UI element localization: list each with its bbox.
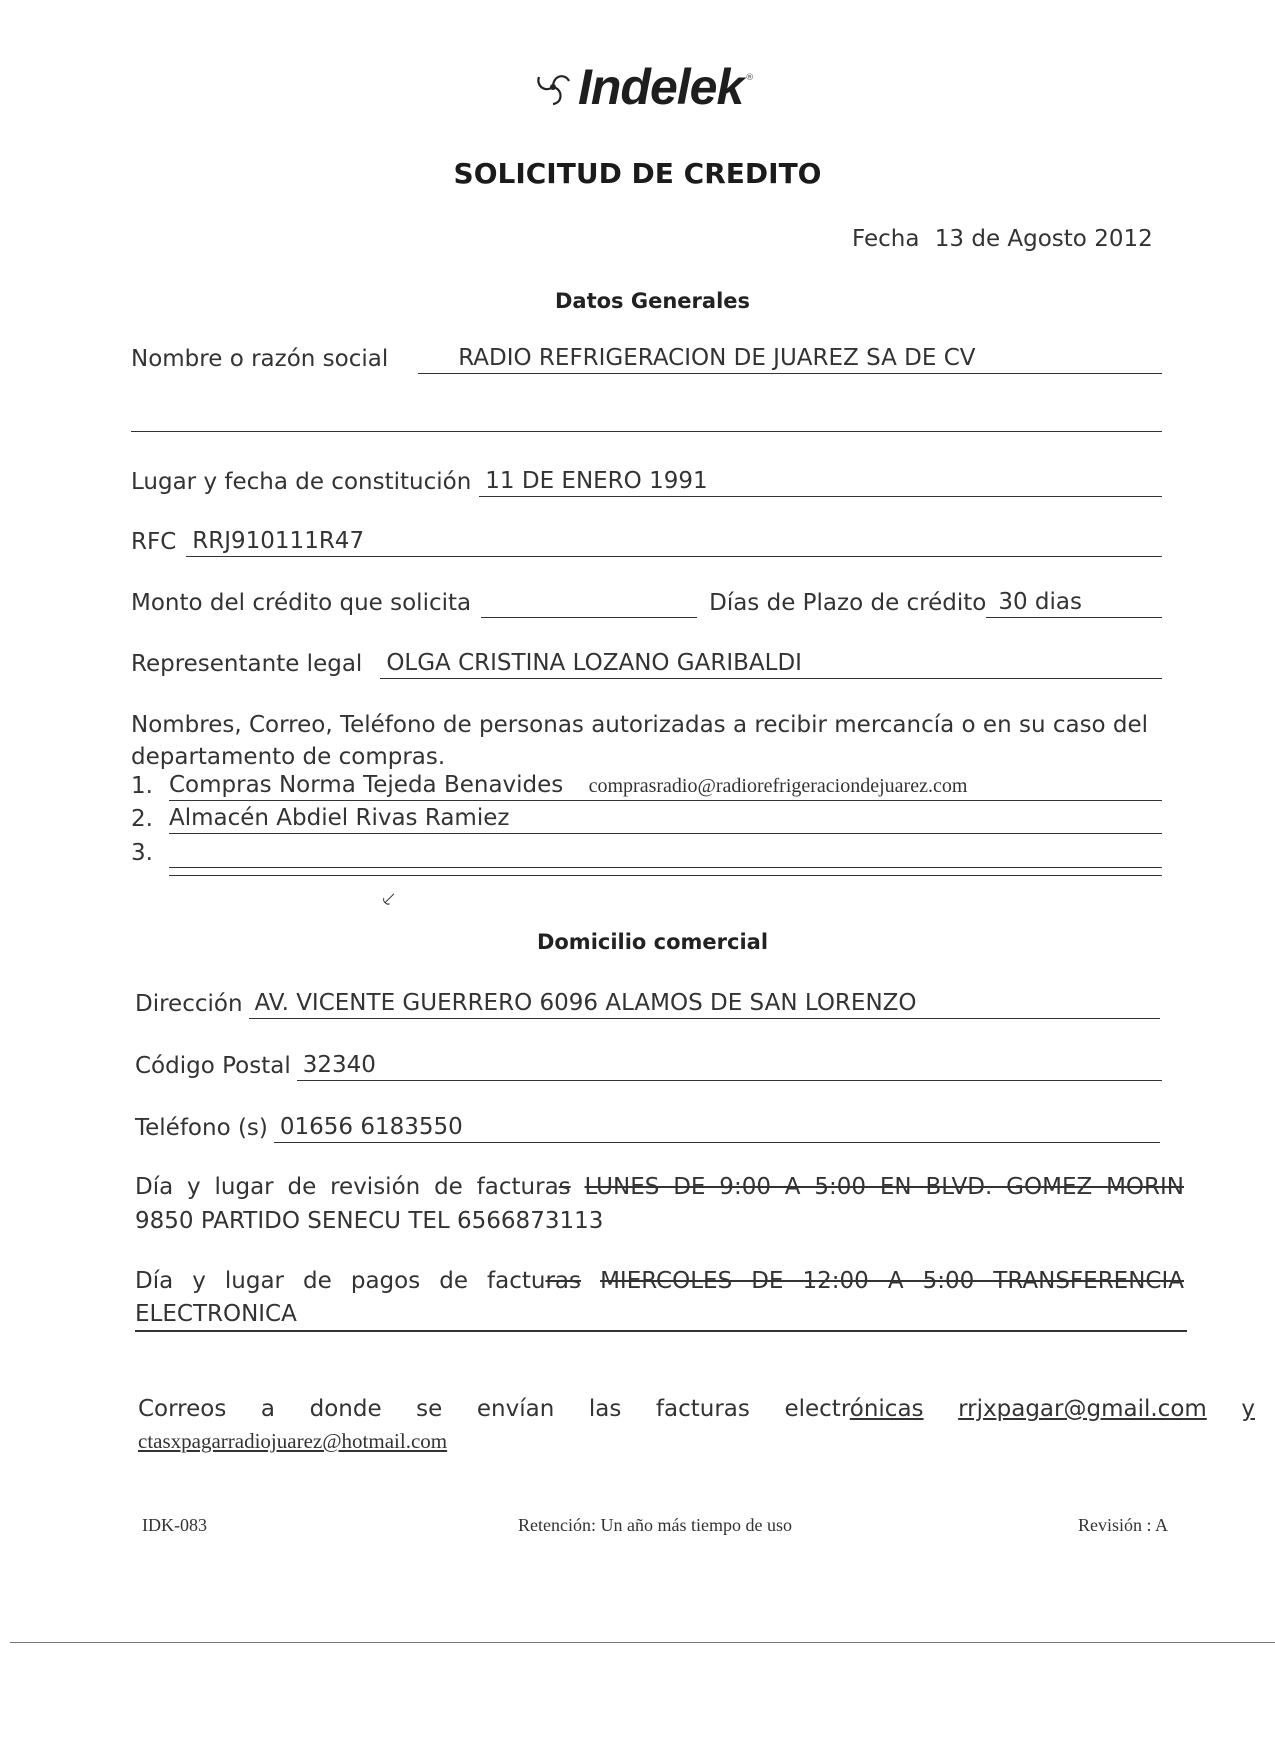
direccion-row xyxy=(135,990,1160,1019)
indelek-swirl-icon xyxy=(532,66,574,108)
pagos-line-1 xyxy=(135,1264,1184,1298)
plazo-field[interactable]: 30 dias xyxy=(986,589,1162,618)
plazo-label: Días de Plazo de crédito xyxy=(709,590,987,616)
correos-y: y xyxy=(1241,1396,1256,1422)
pagos-value-1[interactable]: MIERCOLES DE 12:00 A 5:00 TRANSFERENCIA xyxy=(600,1268,1184,1294)
representante-label: Representante legal xyxy=(131,651,363,677)
monto-field[interactable] xyxy=(481,615,697,618)
scan-edge-line xyxy=(10,1642,1275,1643)
direccion-label: Dirección xyxy=(135,991,243,1017)
persona-field-3[interactable] xyxy=(169,865,1162,868)
persona-row-3 xyxy=(131,840,1162,868)
telefono-field[interactable]: 01656 6183550 xyxy=(274,1114,1160,1143)
fecha-value: 13 de Agosto 2012 xyxy=(934,226,1153,252)
correos-onicas: ónicas xyxy=(849,1396,924,1422)
footer-revision: Revisión : A xyxy=(1078,1515,1169,1535)
page-title: SOLICITUD DE CREDITO xyxy=(453,157,822,190)
persona-email-1: comprasradio@radiorefrigeraciondejuarez.com xyxy=(588,775,968,797)
correos-email-1[interactable]: rrjxpagar@gmail.com xyxy=(958,1396,1207,1422)
nombre-field[interactable]: RADIO REFRIGERACION DE JUAREZ SA DE CV xyxy=(418,345,1162,374)
persona-row-2 xyxy=(131,805,1162,834)
cp-label: Código Postal xyxy=(135,1053,291,1079)
direccion-field[interactable]: AV. VICENTE GUERRERO 6096 ALAMOS DE SAN LORENZO xyxy=(249,990,1160,1019)
rfc-row xyxy=(131,528,1162,557)
monto-plazo-row xyxy=(131,589,1162,618)
domicilio-heading: Domicilio comercial xyxy=(536,930,769,954)
persona-num-2: 2. xyxy=(131,806,153,832)
datos-generales-heading: Datos Generales xyxy=(554,289,751,313)
fecha-line xyxy=(852,226,1161,252)
lugar-field[interactable]: 11 DE ENERO 1991 xyxy=(479,468,1162,497)
nombre-continuation-line xyxy=(131,431,1162,432)
autorizados-text: Nombres, Correo, Teléfono de personas autorizadas a recibir mercancía o en su caso del departamento de compras. xyxy=(131,712,1149,770)
lugar-row xyxy=(131,468,1162,497)
rfc-field[interactable]: RRJ910111R47 xyxy=(186,528,1162,557)
persona-field-2[interactable] xyxy=(169,805,1162,834)
persona-name-1: Compras Norma Tejeda Benavides xyxy=(169,772,564,798)
footer-retencion: Retención: Un año más tiempo de uso xyxy=(518,1515,792,1535)
logo-wordmark: Indelek xyxy=(578,59,744,115)
revision-label: Día y lugar de revisión de factura xyxy=(135,1174,559,1200)
pagos-label: Día y lugar de pagos de factu xyxy=(135,1268,546,1294)
persona-num-3: 3. xyxy=(131,840,153,866)
fecha-label: Fecha xyxy=(852,226,920,252)
nombre-row xyxy=(131,345,1162,374)
rfc-label: RFC xyxy=(131,529,177,555)
pen-mark-icon: ⸔ xyxy=(380,887,397,912)
cp-row xyxy=(135,1052,1162,1081)
pagos-line-2[interactable]: ELECTRONICA xyxy=(135,1298,1187,1332)
correos-line-1 xyxy=(138,1392,1255,1426)
cp-field[interactable]: 32340 xyxy=(297,1052,1162,1081)
persona-extra-line xyxy=(169,875,1162,876)
correos-email-2[interactable]: ctasxpagarradiojuarez@hotmail.com xyxy=(138,1429,448,1453)
revision-line-2[interactable]: 9850 PARTIDO SENECU TEL 6566873113 xyxy=(135,1208,604,1234)
indelek-logo xyxy=(532,58,754,116)
monto-label: Monto del crédito que solicita xyxy=(131,590,472,616)
persona-field-1[interactable] xyxy=(169,772,1162,801)
correos-label: Correos a donde se envían las facturas electr xyxy=(138,1396,850,1422)
persona-row-1 xyxy=(131,772,1162,801)
telefono-row xyxy=(135,1114,1160,1143)
revision-s: s xyxy=(558,1174,571,1200)
revision-line-1 xyxy=(135,1170,1184,1204)
representante-row xyxy=(131,650,1162,679)
representante-field[interactable]: OLGA CRISTINA LOZANO GARIBALDI xyxy=(380,650,1162,679)
persona-num-1: 1. xyxy=(131,773,153,799)
telefono-label: Teléfono (s) xyxy=(135,1115,268,1141)
nombre-label: Nombre o razón social xyxy=(131,346,389,372)
pagos-ras: ras xyxy=(545,1268,582,1294)
lugar-label: Lugar y fecha de constitución xyxy=(131,469,472,495)
footer-code: IDK-083 xyxy=(142,1515,207,1535)
registered-mark: ® xyxy=(745,73,755,83)
revision-value-1[interactable]: LUNES DE 9:00 A 5:00 EN BLVD. GOMEZ MORIN xyxy=(584,1174,1185,1200)
persona-name-2: Almacén Abdiel Rivas Ramiez xyxy=(169,805,510,831)
